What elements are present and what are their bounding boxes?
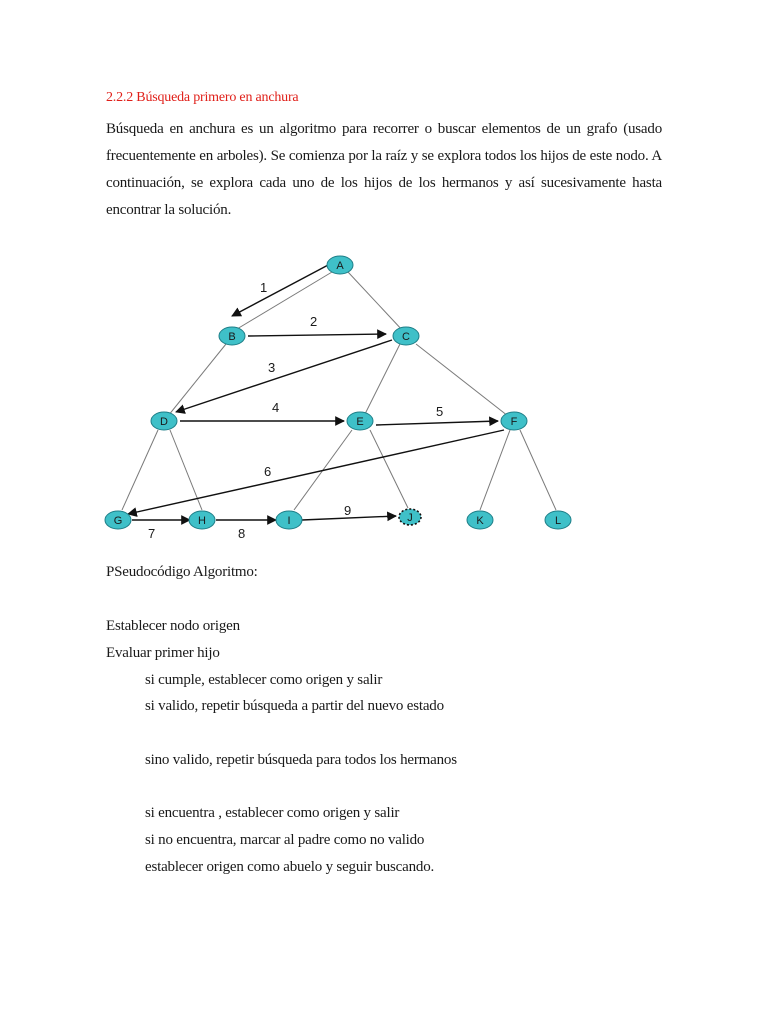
pseudocode-line: si encuentra , establecer como origen y salir xyxy=(145,805,400,821)
node-label-g: G xyxy=(113,515,123,527)
section-heading: 2.2.2 Búsqueda primero en anchura xyxy=(106,90,299,105)
node-label-i: I xyxy=(287,515,291,527)
pseudocode-line: establecer origen como abuelo y seguir buscando. xyxy=(145,859,435,875)
node-label-e: E xyxy=(356,416,364,428)
node-label-f: F xyxy=(510,416,518,428)
intro-paragraph: Búsqueda en anchura es un algoritmo para recorrer o buscar elementos de un grafo (usado frecuentemente en arboles). Se comienza por la raíz y se explora todos los hijos de este nodo. A continuación, se explora cada uno de los hijos de los hermanos y así sucesivamente hasta encontrar la solución. xyxy=(106,121,662,218)
arrow-1 xyxy=(232,264,330,316)
node-label-b: B xyxy=(228,331,236,343)
step-label: 2 xyxy=(310,314,318,329)
pseudocode-line: Evaluar primer hijo xyxy=(106,645,220,661)
arrow-5 xyxy=(376,421,498,425)
pseudocode-title: PSeudocódigo Algoritmo: xyxy=(106,564,258,580)
bfs-tree-diagram xyxy=(104,248,576,541)
bfs-tree-svg xyxy=(104,248,576,541)
node-label-k: K xyxy=(476,515,484,527)
node-labels xyxy=(114,260,561,527)
tree-edges xyxy=(122,272,556,510)
step-label: 3 xyxy=(268,360,276,375)
edge-a-c xyxy=(348,272,404,332)
step-label: 9 xyxy=(344,503,352,518)
edge-c-e xyxy=(364,344,400,416)
edge-c-f xyxy=(416,344,508,416)
pseudocode-line: Establecer nodo origen xyxy=(106,618,240,634)
step-label: 5 xyxy=(436,404,444,419)
step-label: 8 xyxy=(238,526,246,541)
edge-d-g xyxy=(122,430,158,510)
step-label: 6 xyxy=(264,464,272,479)
node-label-d: D xyxy=(160,416,168,428)
node-label-h: H xyxy=(198,515,206,527)
pseudocode-line: sino valido, repetir búsqueda para todos los hermanos xyxy=(145,752,457,768)
search-arrows xyxy=(128,264,504,520)
tree-nodes xyxy=(105,256,571,529)
node-label-j: J xyxy=(407,512,413,524)
node-label-a: A xyxy=(336,260,344,272)
node-label-l: L xyxy=(554,515,562,527)
step-label: 7 xyxy=(148,526,156,541)
pseudocode-line: si cumple, establecer como origen y salir xyxy=(145,672,383,688)
step-label: 4 xyxy=(272,400,280,415)
edge-f-l xyxy=(520,430,556,510)
arrow-3 xyxy=(176,340,392,412)
step-labels xyxy=(148,280,443,541)
arrow-2 xyxy=(248,334,386,336)
node-label-c: C xyxy=(402,331,410,343)
pseudocode-line: si no encuentra, marcar al padre como no valido xyxy=(145,832,425,848)
arrow-6 xyxy=(128,430,504,514)
step-label: 1 xyxy=(260,280,268,295)
edge-e-j xyxy=(370,430,408,508)
edge-f-k xyxy=(480,430,510,510)
pseudocode-line: si valido, repetir búsqueda a partir del nuevo estado xyxy=(145,698,444,714)
